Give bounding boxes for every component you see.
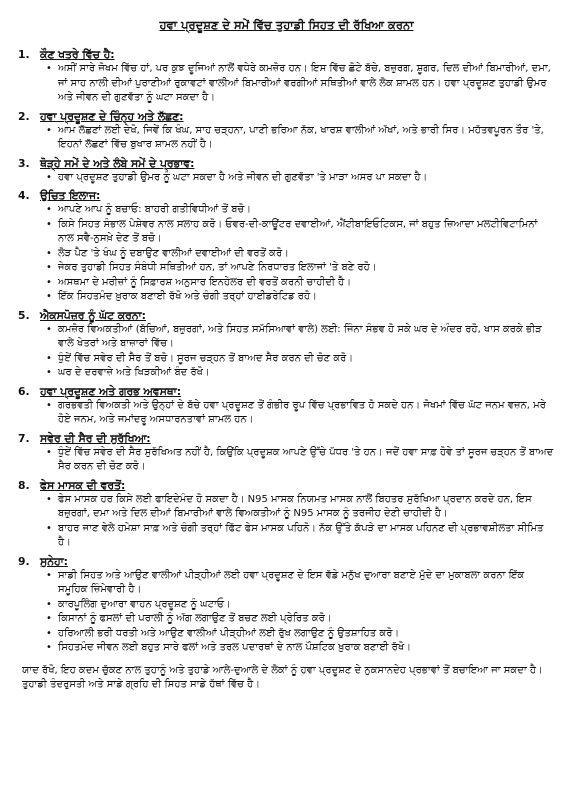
- section-title: ਕੌਣ ਖਤਰੇ ਵਿੱਚ ਹੈ:: [40, 48, 115, 61]
- bullet-item: • ਇੱਕ ਸਿਹਤਮੰਦ ਖ਼ੁਰਾਕ ਬਣਾਈ ਰੱਖੋ ਅਤੇ ਚੰਗੀ ਤਰ੍ਹਾਂ ਹਾਈਡਰੇਟਿਡ ਰਹੋ।: [58, 290, 555, 305]
- bullet-item: • ਸਾਡੀ ਸਿਹਤ ਅਤੇ ਆਉਣ ਵਾਲੀਆਂ ਪੀੜ੍ਹੀਆਂ ਲਈ ਹਵਾ ਪ੍ਰਦੂਸ਼ਣ ਦੇ ਇਸ ਵੱਡੇ ਮਨੁੱਖ ਦੁਆਰਾ ਬਣਾਏ ਮੁੱਦੇ ਦਾ ਮੁਕਾਬਲਾ ਕਰਨਾ ਇੱਕ ਸਮੂਹਿਕ ਜ਼ਿੰਮੇਵਾਰੀ ਹੈ।: [58, 569, 555, 598]
- bullet-list: [18, 124, 555, 153]
- section-6: [18, 384, 555, 428]
- section-title: ਫੇਸ ਮਾਸਕ ਦੀ ਵਰਤੋਂ:: [40, 478, 126, 492]
- section-number: 2.: [18, 109, 30, 123]
- bullet-list: [18, 62, 555, 106]
- section-number: 1.: [18, 48, 30, 61]
- bullet-item: • ਧੁੰਏਂ ਵਿੱਚ ਸਵੇਰ ਦੀ ਸੈਰ ਸੁਰੱਖਿਅਤ ਨਹੀਂ ਹੈ, ਕਿਉਂਕਿ ਪ੍ਰਦੂਸ਼ਕ ਆਪਣੇ ਉੱਚੇ ਪੱਧਰ 'ਤੇ ਹਨ। ਜਦੋਂ ਹਵਾ ਸਾਫ਼ ਹੋਵੇ ਤਾਂ ਸੂਰਜ ਚੜ੍ਹਨ ਤੋਂ ਬਾਅਦ ਸੈਰ ਕਰਨ ਦੀ ਚੋਣ ਕਰੋ।: [58, 446, 555, 475]
- section-number: 5.: [18, 308, 30, 322]
- bullet-item: • ਆਮ ਲੱਛਣਾਂ ਲਈ ਦੇਖੋ, ਜਿਵੇਂ ਕਿ ਖੰਘ, ਸਾਹ ਚੜ੍ਹਨਾ, ਪਾਣੀ ਭਰਿਆ ਨੱਕ, ਖਾਰਸ਼ ਵਾਲੀਆਂ ਅੱਖਾਂ, ਅਤੇ ਭਾਰੀ ਸਿਰ। ਮਹੱਤਵਪੂਰਨ ਤੌਰ 'ਤੇ, ਇਹਨਾਂ ਲੱਛਣਾਂ ਵਿੱਚ ਬੁਖਾਰ ਸ਼ਾਮਲ ਨਹੀਂ ਹੈ।: [58, 124, 555, 153]
- section-title: ਸਵੇਰ ਦੀ ਸੈਰ ਦੀ ਸੁਰੱਖਿਆ:: [40, 431, 151, 445]
- section-heading: [18, 308, 555, 323]
- section-number: 3.: [18, 156, 30, 170]
- section-heading: [18, 156, 555, 171]
- bullet-item: • ਹਰਿਆਲੀ ਭਰੀ ਧਰਤੀ ਅਤੇ ਆਉਣ ਵਾਲੀਆਂ ਪੀੜ੍ਹੀਆਂ ਲਈ ਰੁੱਖ ਲਗਾਉਣ ਨੂੰ ਉਤਸ਼ਾਹਿਤ ਕਰੋ।: [58, 627, 555, 642]
- bullet-list: [18, 569, 555, 656]
- bullet-list: [18, 203, 555, 305]
- section-2: [18, 109, 555, 153]
- section-heading: [18, 554, 555, 569]
- bullet-list: [18, 446, 555, 475]
- bullet-item: • ਸਿਹਤਮੰਦ ਜੀਵਨ ਲਈ ਬਹੁਤ ਸਾਰੇ ਫਲਾਂ ਅਤੇ ਤਰਲ ਪਦਾਰਥਾਂ ਦੇ ਨਾਲ ਪੌਸ਼ਟਿਕ ਖ਼ੁਰਾਕ ਬਣਾਈ ਰੱਖੋ।: [58, 641, 555, 656]
- bullet-list: [18, 171, 555, 186]
- bullet-item: • ਧੁੰਏਂ ਵਿੱਚ ਸਵੇਰ ਦੀ ਸੈਰ ਤੋਂ ਬਚੋ। ਸੂਰਜ ਚੜ੍ਹਨ ਤੋਂ ਬਾਅਦ ਸੈਰ ਕਰਨ ਦੀ ਚੋਣ ਕਰੋ।: [58, 352, 555, 367]
- section-heading: [18, 478, 555, 493]
- section-number: 6.: [18, 384, 30, 398]
- section-heading: [18, 431, 555, 446]
- section-5: [18, 308, 555, 381]
- section-9: [18, 554, 555, 656]
- section-number: 7.: [18, 431, 30, 445]
- section-title: ਥੋੜ੍ਹੇ ਸਮੇਂ ਦੇ ਅਤੇ ਲੰਬੇ ਸਮੇਂ ਦੇ ਪ੍ਰਭਾਵ:: [40, 156, 195, 170]
- section-title: ਉਚਿਤ ਇਲਾਜ:: [40, 189, 101, 202]
- bullet-item: • ਬਾਹਰ ਜਾਣ ਵੇਲੇ ਹਮੇਸ਼ਾ ਸਾਫ਼ ਅਤੇ ਚੰਗੀ ਤਰ੍ਹਾਂ ਫਿੱਟ ਫੇਸ ਮਾਸਕ ਪਹਿਨੋ। ਨੱਕ ਉੱਤੇ ਕੱਪੜੇ ਦਾ ਮਾਸਕ ਪਹਿਨਣ ਦੀ ਪ੍ਰਭਾਵਸ਼ੀਲਤਾ ਸੀਮਿਤ ਹੈ।: [58, 522, 555, 551]
- section-list: [18, 47, 555, 656]
- section-number: 9.: [18, 554, 30, 568]
- bullet-list: [18, 493, 555, 551]
- section-number: 4.: [18, 189, 30, 202]
- bullet-item: • ਅਸੀਂ ਸਾਰੇ ਜੋਖਮ ਵਿੱਚ ਹਾਂ, ਪਰ ਕੁਝ ਦੂਜਿਆਂ ਨਾਲੋਂ ਵਧੇਰੇ ਕਮਜ਼ੋਰ ਹਨ। ਇਸ ਵਿੱਚ ਛੋਟੇ ਬੱਚੇ, ਬਜ਼ੁਰਗ, ਸ਼ੂਗਰ, ਦਿਲ ਦੀਆਂ ਬਿਮਾਰੀਆਂ, ਦਮਾ, ਜਾਂ ਸਾਹ ਨਾਲੀ ਦੀਆਂ ਪੁਰਾਣੀਆਂ ਰੁਕਾਵਟਾਂ ਵਾਲੀਆਂ ਬਿਮਾਰੀਆਂ ਵਰਗੀਆਂ ਸਥਿਤੀਆਂ ਵਾਲੇ ਲੋਕ ਸ਼ਾਮਲ ਹਨ। ਹਵਾ ਪ੍ਰਦੂਸ਼ਣ ਤੁਹਾਡੀ ਉਮਰ ਅਤੇ ਜੀਵਨ ਦੀ ਗੁਣਵੱਤਾ ਨੂੰ ਘਟਾ ਸਕਦਾ ਹੈ।: [58, 62, 555, 106]
- bullet-item: • ਕਮਜ਼ੋਰ ਵਿਅਕਤੀਆਂ (ਬੱਚਿਆਂ, ਬਜ਼ੁਰਗਾਂ, ਅਤੇ ਸਿਹਤ ਸਮੱਸਿਆਵਾਂ ਵਾਲੇ) ਲਈ: ਜਿੰਨਾ ਸੰਭਵ ਹੋ ਸਕੇ ਘਰ ਦੇ ਅੰਦਰ ਰਹੋ, ਖਾਸ ਕਰਕੇ ਭੀੜ ਵਾਲੇ ਖੇਤਰਾਂ ਅਤੇ ਬਾਜ਼ਾਰਾਂ ਵਿੱਚ।: [58, 323, 555, 352]
- bullet-item: • ਅਸਥਮਾ ਦੇ ਮਰੀਜ਼ਾਂ ਨੂੰ ਸਿਫ਼ਾਰਸ਼ ਅਨੁਸਾਰ ਇਨਹੇਲਰ ਦੀ ਵਰਤੋਂ ਕਰਨੀ ਚਾਹੀਦੀ ਹੈ।: [58, 276, 555, 291]
- bullet-item: • ਕਿਸਾਨਾਂ ਨੂੰ ਫਸਲਾਂ ਦੀ ਪਰਾਲੀ ਨੂੰ ਅੱਗ ਲਗਾਉਣ ਤੋਂ ਬਚਣ ਲਈ ਪ੍ਰੇਰਿਤ ਕਰੋ।: [58, 612, 555, 627]
- bullet-item: • ਹਵਾ ਪ੍ਰਦੂਸ਼ਣ ਤੁਹਾਡੀ ਉਮਰ ਨੂੰ ਘਟਾ ਸਕਦਾ ਹੈ ਅਤੇ ਜੀਵਨ ਦੀ ਗੁਣਵੱਤਾ 'ਤੇ ਮਾੜਾ ਅਸਰ ਪਾ ਸਕਦਾ ਹੈ।: [58, 171, 555, 186]
- bullet-list: [18, 399, 555, 428]
- section-title: ਸੁਨੇਹਾ:: [40, 554, 68, 568]
- bullet-item: • ਆਪਣੇ ਆਪ ਨੂੰ ਬਚਾਓ: ਬਾਹਰੀ ਗਤੀਵਿਧੀਆਂ ਤੋਂ ਬਚੋ।: [58, 203, 555, 218]
- bullet-item: • ਕਿਸੇ ਸਿਹਤ ਸੰਭਾਲ ਪੇਸ਼ੇਵਰ ਨਾਲ ਸਲਾਹ ਕਰੋ। ਓਵਰ-ਦੀ-ਕਾਊਂਟਰ ਦਵਾਈਆਂ, ਐਂਟੀਬਾਇਓਟਿਕਸ, ਜਾਂ ਬਹੁਤ ਜ਼ਿਆਦਾ ਮਲਟੀਵਿਟਾਮਿਨਾਂ ਨਾਲ ਸਵੈ-ਨੁਸਖ਼ੇ ਦੇਣ ਤੋਂ ਬਚੋ।: [58, 218, 555, 247]
- section-8: [18, 478, 555, 551]
- bullet-item: • ਕਾਰਪੂਲਿੰਗ ਦੁਆਰਾ ਵਾਹਨ ਪ੍ਰਦੂਸ਼ਣ ਨੂੰ ਘਟਾਓ।: [58, 598, 555, 613]
- bullet-item: • ਫੇਸ ਮਾਸਕ ਹਰ ਕਿਸੇ ਲਈ ਫਾਇਦੇਮੰਦ ਹੋ ਸਕਦਾ ਹੈ। N95 ਮਾਸਕ ਨਿਯਮਤ ਮਾਸਕ ਨਾਲੋਂ ਬਿਹਤਰ ਸੁਰੱਖਿਆ ਪ੍ਰਦਾਨ ਕਰਦੇ ਹਨ, ਇਸ ਬਜ਼ੁਰਗਾਂ, ਦਮਾ ਅਤੇ ਦਿਲ ਦੀਆਂ ਬਿਮਾਰੀਆਂ ਵਾਲੇ ਵਿਅਕਤੀਆਂ ਨੂੰ N95 ਮਾਸਕ ਨੂੰ ਤਰਜੀਹ ਦੇਣੀ ਚਾਹੀਦੀ ਹੈ।: [58, 493, 555, 522]
- section-title: ਐਕਸਪੋਜ਼ਰ ਨੂੰ ਘੱਟ ਕਰਨਾ:: [40, 308, 146, 322]
- section-1: [18, 47, 555, 106]
- section-title: ਹਵਾ ਪ੍ਰਦੂਸ਼ਣ ਅਤੇ ਗਰਭ ਅਵਸਥਾ:: [40, 384, 182, 398]
- bullet-list: [18, 323, 555, 381]
- section-heading: [18, 109, 555, 124]
- bullet-item: • ਜੇਕਰ ਤੁਹਾਡੀ ਸਿਹਤ ਸੰਬੰਧੀ ਸਥਿਤੀਆਂ ਹਨ, ਤਾਂ ਆਪਣੇ ਨਿਰਧਾਰਤ ਇਲਾਜਾਂ 'ਤੇ ਬਣੇ ਰਹੋ।: [58, 261, 555, 276]
- section-7: [18, 431, 555, 475]
- bullet-item: • ਘਰ ਦੇ ਦਰਵਾਜ਼ੇ ਅਤੇ ਖਿੜਕੀਆਂ ਬੰਦ ਰੱਖੋ।: [58, 366, 555, 381]
- section-heading: [18, 47, 555, 62]
- section-heading: [18, 384, 555, 399]
- section-heading: [18, 188, 555, 203]
- bullet-item: • ਲੋੜ ਪੈਣ 'ਤੇ ਖੰਘ ਨੂੰ ਦਬਾਉਣ ਵਾਲੀਆਂ ਦਵਾਈਆਂ ਦੀ ਵਰਤੋਂ ਕਰੋ।: [58, 247, 555, 262]
- section-title: ਹਵਾ ਪ੍ਰਦੂਸ਼ਣ ਦੇ ਚਿੰਨ੍ਹ ਅਤੇ ਲੱਛਣ:: [40, 109, 184, 123]
- document-title: ਹਵਾ ਪ੍ਰਦੂਸ਼ਣ ਦੇ ਸਮੇਂ ਵਿੱਚ ਤੁਹਾਡੀ ਸਿਹਤ ਦੀ ਰੱਖਿਆ ਕਰਨਾ: [159, 18, 414, 32]
- bullet-item: • ਗਰਭਵਤੀ ਵਿਅਕਤੀ ਅਤੇ ਉਨ੍ਹਾਂ ਦੇ ਬੱਚੇ ਹਵਾ ਪ੍ਰਦੂਸ਼ਣ ਤੋਂ ਗੰਭੀਰ ਰੂਪ ਵਿੱਚ ਪ੍ਰਭਾਵਿਤ ਹੋ ਸਕਦੇ ਹਨ। ਜੋਖਮਾਂ ਵਿੱਚ ਘੱਟ ਜਨਮ ਵਜ਼ਨ, ਮਰੇ ਹੋਏ ਜਨਮ, ਅਤੇ ਜਮਾਂਦਰੂ ਅਸਧਾਰਨਤਾਵਾਂ ਸ਼ਾਮਲ ਹਨ।: [58, 399, 555, 428]
- closing-note: ਯਾਦ ਰੱਖੋ, ਇਹ ਕਦਮ ਚੁੱਕਣ ਨਾਲ ਤੁਹਾਨੂੰ ਅਤੇ ਤੁਹਾਡੇ ਆਲੇ-ਦੁਆਲੇ ਦੇ ਲੋਕਾਂ ਨੂੰ ਹਵਾ ਪ੍ਰਦੂਸ਼ਣ ਦੇ ਨੁਕਸਾਨਦੇਹ ਪ੍ਰਭਾਵਾਂ ਤੋਂ ਬਚਾਇਆ ਜਾ ਸਕਦਾ ਹੈ। ਤੁਹਾਡੀ ਤੰਦਰੁਸਤੀ ਅਤੇ ਸਾਡੇ ਗ੍ਰਹਿ ਦੀ ਸਿਹਤ ਸਾਡੇ ਹੱਥਾਂ ਵਿੱਚ ਹੈ।: [22, 664, 543, 690]
- section-number: 8.: [18, 478, 30, 492]
- section-4: [18, 188, 555, 305]
- section-3: [18, 156, 555, 186]
